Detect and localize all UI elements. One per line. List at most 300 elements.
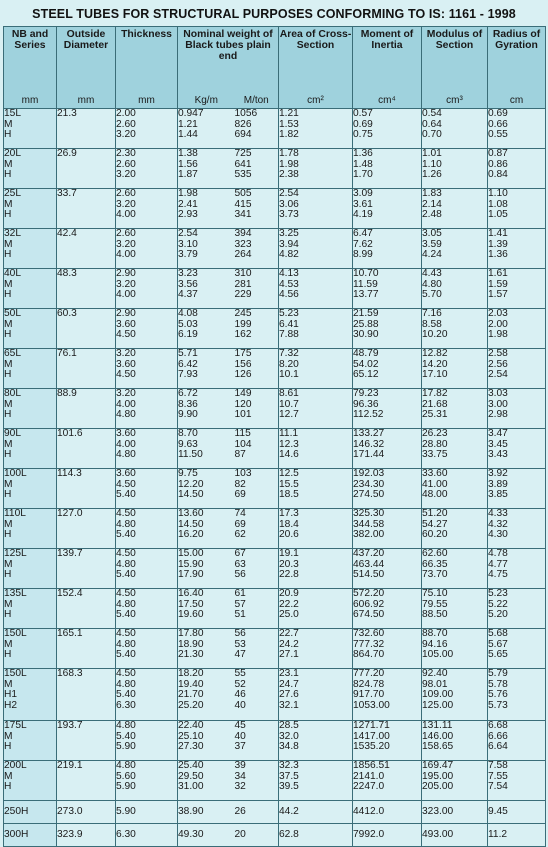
thickness-value: 4.00 [116,249,136,261]
weight-mton-cell [235,669,279,721]
weight-mton-value: 104 [234,438,252,450]
series-cell [4,109,57,149]
unit-radius: cm [488,67,546,109]
weight-mton-cell [235,469,279,509]
area-value: 39.5 [279,781,299,793]
area-value: 14.6 [279,449,299,461]
area-cell [279,669,353,721]
moment-of-inertia-value: 112.52 [353,409,384,421]
outside-diameter-value: 33.7 [57,188,77,199]
series-value: M [4,118,13,130]
area-value: 6.41 [279,318,299,330]
thickness-cell [116,629,178,669]
area-value: 34.8 [279,741,299,753]
radius-value: 2.00 [488,318,508,330]
thickness-value: 3.20 [116,348,136,359]
thickness-value: 5.40 [116,529,136,541]
thickness-value: 4.50 [116,508,136,519]
series-value: 25L [4,188,21,199]
modulus-value: 125.00 [422,699,454,711]
area-value: 1.21 [279,108,299,119]
radius-value: 5.73 [488,699,508,711]
series-value: 110L [4,508,26,519]
moment-of-inertia-value: 65.12 [353,369,379,381]
moment-of-inertia-cell [353,269,422,309]
area-value: 17.3 [279,508,299,519]
area-value: 8.20 [279,358,299,370]
radius-value: 1.05 [488,209,508,221]
series-value: 150L [4,628,27,639]
thickness-value: 6.30 [116,828,136,840]
modulus-value: 4.80 [422,278,442,290]
moment-of-inertia-cell [353,549,422,589]
thickness-value: 4.80 [116,720,136,731]
series-cell [4,229,57,269]
outside-diameter-value: 101.6 [57,428,83,439]
moment-of-inertia-value: 48.79 [353,348,379,359]
radius-cell [488,824,546,847]
moment-of-inertia-cell [353,389,422,429]
weight-mton-value: 156 [234,358,252,370]
moment-of-inertia-cell [353,469,422,509]
modulus-cell [422,229,488,269]
series-value: H1 [4,689,18,701]
radius-cell [488,349,546,389]
moment-of-inertia-value: 11.59 [353,278,378,290]
weight-mton-value: 63 [234,558,246,570]
moment-of-inertia-value: 13.77 [353,289,379,301]
modulus-value: 0.54 [422,108,442,119]
area-value: 22.2 [279,598,299,610]
modulus-value: 66.35 [422,558,448,570]
moment-of-inertia-value: 674.50 [353,609,385,621]
outside-diameter-value: 26.9 [57,148,77,159]
weight-mton-cell [235,349,279,389]
outside-diameter-cell [57,469,116,509]
moment-of-inertia-cell [353,801,422,824]
radius-value: 4.78 [488,548,508,559]
weight-mton-value: 57 [234,598,246,610]
moment-of-inertia-value: 7.62 [353,238,373,250]
radius-value: 5.78 [488,678,508,690]
outside-diameter-value: 114.3 [57,468,82,479]
modulus-value: 5.70 [422,289,442,301]
moment-of-inertia-cell [353,229,422,269]
thickness-cell [116,189,178,229]
radius-value: 5.76 [488,689,508,701]
series-cell [4,509,57,549]
area-cell [279,189,353,229]
moment-of-inertia-value: 234.30 [353,478,385,490]
weight-kgm-value: 3.56 [178,278,198,290]
weight-kgm-value: 9.90 [178,409,198,421]
area-value: 24.2 [279,638,299,650]
radius-cell [488,189,546,229]
outside-diameter-value: 165.1 [57,628,83,639]
header-nominal-weight: Nominal weight of Black tubes plain end [178,27,279,67]
radius-value: 4.30 [488,529,508,541]
series-cell [4,824,57,847]
outside-diameter-value: 139.7 [57,548,83,559]
series-value: H [4,169,12,181]
radius-value: 0.86 [488,158,508,170]
series-value: H [4,289,12,301]
series-value: M [4,238,13,250]
weight-mton-value: 415 [234,198,252,210]
area-cell [279,429,353,469]
area-value: 44.2 [279,805,299,817]
series-value: 135L [4,588,27,599]
series-value: M [4,730,13,742]
thickness-cell [116,149,178,189]
area-cell [279,349,353,389]
series-value: 80L [4,388,21,399]
moment-of-inertia-cell [353,149,422,189]
area-value: 4.53 [279,278,299,290]
series-value: M [4,198,13,210]
weight-mton-cell [235,269,279,309]
weight-kgm-value: 5.03 [178,318,198,330]
series-value: H [4,529,12,541]
radius-cell [488,269,546,309]
weight-kgm-value: 4.37 [178,289,198,301]
radius-value: 5.68 [488,628,508,639]
thickness-cell [116,509,178,549]
moment-of-inertia-value: 777.20 [353,668,385,679]
series-value: H [4,569,12,581]
series-value: M [4,638,13,650]
weight-mton-value: 229 [234,289,252,301]
thickness-value: 3.20 [116,238,136,250]
area-value: 1.53 [279,118,299,130]
radius-value: 9.45 [488,805,508,817]
modulus-value: 26.23 [422,428,448,439]
modulus-cell [422,309,488,349]
series-value: H [4,649,12,661]
moment-of-inertia-value: 514.50 [353,569,385,581]
thickness-value: 3.60 [116,318,136,330]
area-cell [279,549,353,589]
moment-of-inertia-value: 21.59 [353,308,379,319]
area-value: 7.88 [279,329,299,341]
weight-mton-value: 69 [234,518,246,530]
modulus-value: 25.31 [422,409,448,421]
radius-cell [488,761,546,801]
radius-value: 1.59 [488,278,508,290]
series-cell [4,189,57,229]
header-nb: NB and Series [4,27,57,67]
series-value: H2 [4,699,18,711]
area-value: 12.3 [279,438,299,450]
area-value: 4.56 [279,289,299,301]
radius-value: 0.66 [488,118,508,130]
moment-of-inertia-value: 3.09 [353,188,373,199]
thickness-value: 4.80 [116,678,136,690]
area-value: 32.1 [279,699,299,711]
moment-of-inertia-value: 1.70 [353,169,373,181]
outside-diameter-cell [57,589,116,629]
weight-kgm-value: 8.70 [178,428,198,439]
series-value: H [4,369,12,381]
modulus-value: 12.82 [422,348,448,359]
unit-kgm: Kg/m [178,67,235,109]
radius-value: 2.58 [488,348,508,359]
thickness-value: 5.40 [116,489,136,501]
weight-mton-value: 56 [234,628,246,639]
radius-cell [488,229,546,269]
weight-kgm-value: 1.21 [178,118,198,130]
modulus-value: 158.65 [422,741,454,753]
weight-mton-cell [235,721,279,761]
weight-mton-value: 40 [234,699,246,711]
moment-of-inertia-value: 96.36 [353,398,379,410]
series-value: M [4,678,13,690]
weight-kgm-cell [178,801,235,824]
weight-kgm-value: 8.36 [178,398,198,410]
weight-mton-cell [235,149,279,189]
moment-of-inertia-value: 2141.0 [353,770,385,782]
weight-kgm-value: 9.75 [178,468,198,479]
modulus-cell [422,589,488,629]
modulus-value: 75.10 [422,588,448,599]
radius-cell [488,801,546,824]
weight-mton-value: 52 [234,678,246,690]
series-value: H [4,409,12,421]
area-value: 32.3 [279,760,299,771]
weight-kgm-value: 2.93 [178,209,198,221]
moment-of-inertia-value: 25.88 [353,318,379,330]
weight-kgm-cell [178,549,235,589]
weight-mton-value: 20 [234,828,246,840]
weight-mton-value: 341 [234,209,252,221]
series-value: 40L [4,268,21,279]
series-value: M [4,318,13,330]
series-cell [4,801,57,824]
moment-of-inertia-value: 437.20 [353,548,385,559]
series-value: 90L [4,428,21,439]
area-cell [279,761,353,801]
weight-mton-value: 34 [234,770,246,782]
weight-kgm-value: 21.30 [178,649,204,661]
modulus-value: 88.70 [422,628,448,639]
area-cell [279,824,353,847]
weight-mton-value: 281 [234,278,252,290]
unit-od: mm [57,67,116,109]
weight-kgm-cell [178,149,235,189]
radius-value: 2.54 [488,369,508,381]
series-value: M [4,478,13,490]
thickness-value: 5.40 [116,730,136,742]
weight-kgm-value: 21.70 [178,689,204,701]
moment-of-inertia-cell [353,761,422,801]
weight-mton-cell [235,509,279,549]
weight-kgm-value: 31.00 [178,781,204,793]
moment-of-inertia-value: 1417.00 [353,730,390,742]
thickness-value: 4.50 [116,548,136,559]
radius-value: 3.43 [488,449,508,461]
moment-of-inertia-value: 7992.0 [353,828,385,840]
weight-mton-value: 394 [234,228,252,239]
series-value: H [4,741,12,753]
header-area: Area of Cross-Section [279,27,353,67]
weight-mton-value: 115 [234,428,251,439]
moment-of-inertia-cell [353,189,422,229]
moment-of-inertia-value: 192.03 [353,468,385,479]
thickness-value: 3.20 [116,388,136,399]
moment-of-inertia-value: 133.27 [353,428,385,439]
area-value: 32.0 [279,730,299,742]
weight-mton-value: 47 [234,649,246,661]
series-cell [4,349,57,389]
outside-diameter-cell [57,349,116,389]
series-value: H [4,449,12,461]
table-row [4,761,546,801]
weight-kgm-cell [178,509,235,549]
modulus-cell [422,549,488,589]
thickness-value: 3.60 [116,428,136,439]
moment-of-inertia-cell [353,109,422,149]
weight-mton-value: 1056 [234,108,258,119]
moment-of-inertia-value: 274.50 [353,489,385,501]
modulus-cell [422,509,488,549]
thickness-value: 2.60 [116,228,136,239]
radius-value: 7.54 [488,781,508,793]
modulus-cell [422,269,488,309]
header-outside-diameter: Outside Diameter [57,27,116,67]
weight-mton-value: 694 [234,129,252,141]
moment-of-inertia-value: 54.02 [353,358,379,370]
modulus-value: 1.26 [422,169,442,181]
weight-kgm-value: 7.93 [178,369,198,381]
weight-kgm-value: 27.30 [178,741,204,753]
moment-of-inertia-cell [353,309,422,349]
thickness-value: 4.50 [116,369,136,381]
header-moment-of-inertia: Moment of Inertia [353,27,422,67]
weight-kgm-value: 49.30 [178,828,204,840]
series-value: H [4,209,12,221]
outside-diameter-cell [57,509,116,549]
radius-cell [488,721,546,761]
outside-diameter-value: 323.9 [57,828,83,840]
radius-value: 3.00 [488,398,508,410]
weight-kgm-value: 11.50 [178,449,203,461]
moment-of-inertia-value: 1053.00 [353,699,390,711]
radius-value: 3.47 [488,428,508,439]
area-value: 27.1 [279,649,299,661]
weight-kgm-value: 9.63 [178,438,198,450]
radius-value: 5.79 [488,668,508,679]
outside-diameter-value: 21.3 [57,108,77,119]
area-value: 23.1 [279,668,299,679]
radius-value: 1.08 [488,198,508,210]
area-value: 5.23 [279,308,299,319]
weight-mton-value: 103 [234,468,252,479]
series-value: 200L [4,760,27,771]
modulus-value: 73.70 [422,569,448,581]
radius-cell [488,429,546,469]
weight-mton-value: 535 [234,169,252,181]
weight-kgm-cell [178,824,235,847]
outside-diameter-value: 60.3 [57,308,77,319]
thickness-value: 5.40 [116,569,136,581]
unit-area: cm² [279,67,353,109]
weight-kgm-value: 19.60 [178,609,204,621]
series-value: M [4,398,13,410]
series-value: M [4,438,13,450]
series-cell [4,149,57,189]
weight-kgm-value: 25.40 [178,760,204,771]
series-value: 20L [4,148,21,159]
area-value: 3.06 [279,198,299,210]
thickness-value: 4.80 [116,598,136,610]
modulus-cell [422,721,488,761]
unit-mton: M/ton [235,67,279,109]
modulus-value: 92.40 [422,668,448,679]
radius-value: 5.65 [488,649,508,661]
moment-of-inertia-value: 1856.51 [353,760,390,771]
unit-nb: mm [4,67,57,109]
weight-kgm-cell [178,761,235,801]
weight-kgm-value: 38.90 [178,805,204,817]
radius-value: 1.98 [488,329,508,341]
outside-diameter-value: 219.1 [57,760,83,771]
weight-kgm-cell [178,429,235,469]
weight-kgm-value: 2.54 [178,228,198,239]
modulus-cell [422,149,488,189]
radius-value: 11.2 [488,828,508,840]
moment-of-inertia-cell [353,721,422,761]
modulus-value: 51.20 [422,508,448,519]
modulus-value: 1.83 [422,188,442,199]
weight-kgm-value: 1.44 [178,129,198,141]
weight-mton-value: 323 [234,238,252,250]
table-row [4,429,546,469]
weight-mton-value: 40 [234,730,246,742]
thickness-value: 4.50 [116,628,136,639]
moment-of-inertia-value: 0.69 [353,118,373,130]
area-value: 10.7 [279,398,299,410]
outside-diameter-cell [57,269,116,309]
weight-mton-value: 641 [234,158,252,170]
moment-of-inertia-cell [353,509,422,549]
modulus-value: 493.00 [422,828,454,840]
outside-diameter-cell [57,189,116,229]
radius-value: 0.84 [488,169,508,181]
table-row [4,269,546,309]
thickness-value: 5.40 [116,649,136,661]
moment-of-inertia-cell [353,589,422,629]
area-value: 1.78 [279,148,299,159]
outside-diameter-cell [57,761,116,801]
thickness-value: 2.60 [116,158,136,170]
radius-value: 3.03 [488,388,508,399]
area-value: 2.54 [279,188,299,199]
weight-mton-value: 39 [234,760,246,771]
weight-kgm-cell [178,589,235,629]
series-cell [4,761,57,801]
weight-mton-value: 37 [234,741,246,753]
area-cell [279,269,353,309]
radius-cell [488,109,546,149]
weight-mton-value: 69 [234,489,246,501]
moment-of-inertia-cell [353,349,422,389]
weight-kgm-cell [178,469,235,509]
weight-kgm-value: 18.20 [178,668,204,679]
series-cell [4,469,57,509]
thickness-value: 4.80 [116,449,136,461]
modulus-cell [422,109,488,149]
modulus-value: 323.00 [422,805,454,817]
